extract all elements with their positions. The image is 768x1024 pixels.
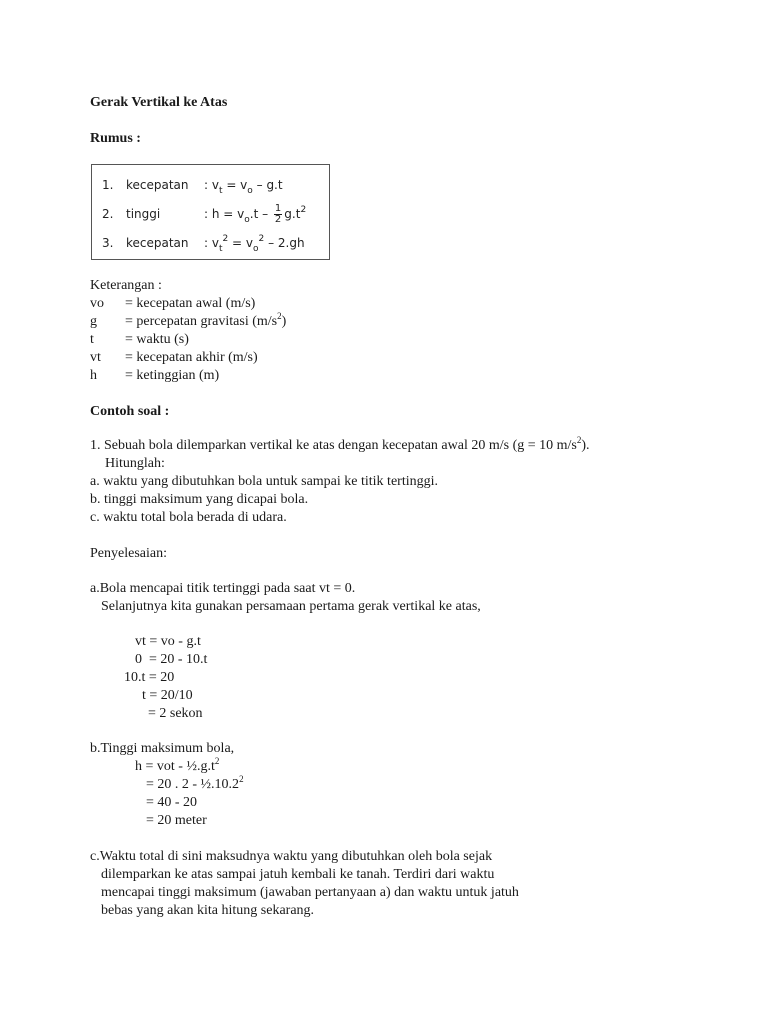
- answer-c-line-3: mencapai tinggi maksimum (jawaban pertanyaan a) dan waktu untuk jatuh: [101, 885, 519, 900]
- equation-line: 10.t = 20: [124, 670, 175, 685]
- formula-row-1: [92, 173, 329, 197]
- question-a: a. waktu yang dibutuhkan bola untuk sampai ke titik tertinggi.: [90, 474, 438, 489]
- formula-expression: : $v_t = v_o - g.t$: [204, 178, 283, 196]
- question-end: ).: [581, 438, 590, 453]
- definition-value: = waktu (s): [125, 332, 189, 347]
- definition-text: = percepatan gravitasi (m/s: [125, 314, 278, 329]
- answer-a-line-2: Selanjutnya kita gunakan persamaan pertama gerak vertikal ke atas,: [101, 599, 481, 614]
- equation-line: [146, 776, 244, 794]
- formula-expression: : $h = v_o.t$ – $\frac{1}{2}$ $g.t^2$: [204, 203, 307, 225]
- formula-name: tinggi: [126, 207, 161, 221]
- formula-row-3: [92, 231, 329, 255]
- definition-term: g: [90, 314, 97, 329]
- superscript: 2: [277, 311, 282, 321]
- equation-line: t = 20/10: [142, 688, 193, 703]
- answer-c-line-4: bebas yang akan kita hitung sekarang.: [101, 903, 315, 918]
- formula-name: kecepatan: [126, 236, 189, 250]
- formula-number: 3.: [102, 236, 114, 250]
- answer-b-line-1: b.Tinggi maksimum bola,: [90, 741, 235, 756]
- definition-term: t: [90, 332, 94, 347]
- definition-term: vo: [90, 296, 104, 311]
- definition-term: vt: [90, 350, 101, 365]
- formula-row-2: [92, 202, 329, 226]
- superscript: 2: [239, 774, 244, 784]
- formula-expression: : $v_t^2 = v_o^2 - 2.gh$: [204, 234, 305, 254]
- keterangan-heading: Keterangan :: [90, 278, 162, 293]
- equation-line: 0 = 20 - 10.t: [135, 652, 208, 667]
- equation-line: = 40 - 20: [146, 795, 198, 810]
- formula-number: 1.: [102, 178, 114, 192]
- equation-text: h = vot - ½.g.t: [135, 759, 215, 774]
- equation-line: [135, 758, 219, 776]
- definition-value: = percepatan gravitasi $(m/s^2)$: [125, 311, 287, 329]
- definition-value: = ketinggian (m): [125, 368, 220, 383]
- definition-term: h: [90, 368, 97, 383]
- formula-number: 2.: [102, 207, 114, 221]
- question-b: b. tinggi maksimum yang dicapai bola.: [90, 492, 309, 507]
- hitunglah-label: Hitunglah:: [105, 456, 165, 471]
- equation-text: = 20 . 2 - ½.10.2: [146, 777, 240, 792]
- equation-line: = 2 sekon: [148, 706, 203, 721]
- answer-c-line-2: dilemparkan ke atas sampai jatuh kembali ke tanah. Terdiri dari waktu: [101, 867, 495, 882]
- contoh-soal-heading: Contoh soal :: [90, 404, 170, 419]
- rumus-heading: Rumus :: [90, 131, 141, 146]
- penyelesaian-heading: Penyelesaian:: [90, 546, 167, 561]
- question-text: 1. Sebuah bola dilemparkan vertikal ke atas dengan kecepatan awal 20 m/s (g = 10 m/s: [90, 438, 577, 453]
- equation-line: vt = vo - g.t: [135, 634, 201, 649]
- formula-name: kecepatan: [126, 178, 189, 192]
- superscript: 2: [576, 435, 582, 445]
- definition-value: = kecepatan akhir (m/s): [125, 350, 258, 365]
- question-c: c. waktu total bola berada di udara.: [90, 510, 287, 525]
- answer-c-line-1: c.Waktu total di sini maksudnya waktu yang dibutuhkan oleh bola sejak: [90, 849, 493, 864]
- definition-value: = kecepatan awal (m/s): [125, 296, 256, 311]
- formula-table: [91, 164, 330, 260]
- page-title: Gerak Vertikal ke Atas: [90, 95, 228, 110]
- superscript: 2: [214, 756, 220, 766]
- equation-line: = 20 meter: [146, 813, 207, 828]
- question-1: [90, 437, 590, 455]
- answer-a-line-1: a.Bola mencapai titik tertinggi pada saat vt = 0.: [90, 581, 356, 596]
